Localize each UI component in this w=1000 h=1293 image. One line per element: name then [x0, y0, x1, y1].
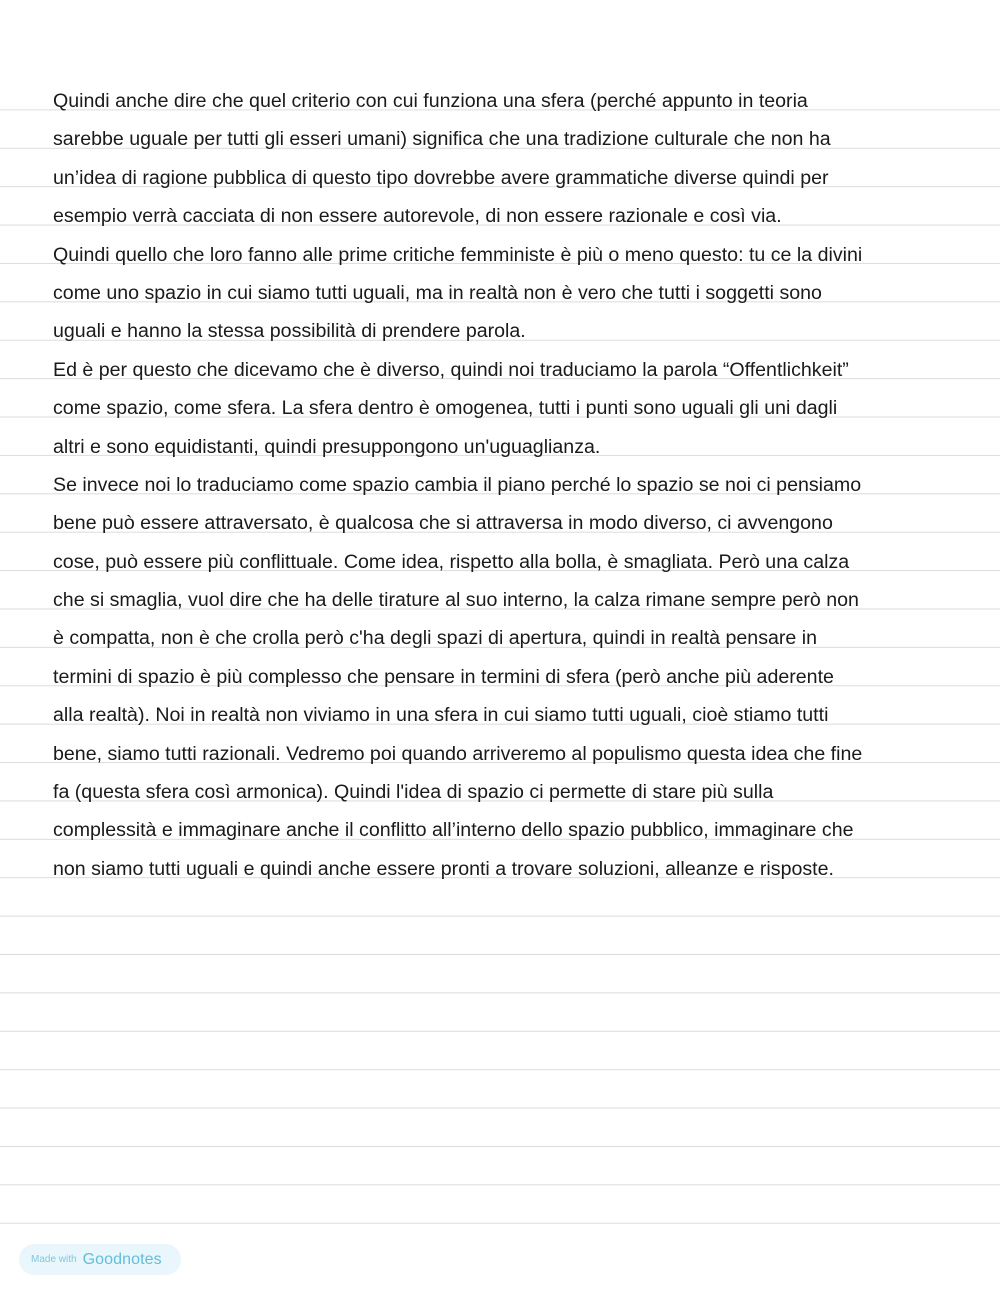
note-line: è compatta, non è che crolla però c'ha degli spazi di apertura, quindi in realtà pensare in [53, 627, 818, 650]
note-line: Ed è per questo che dicevamo che è diverso, quindi noi traduciamo la parola “Offentlichkeit” [53, 358, 849, 381]
note-line: Quindi anche dire che quel criterio con cui funziona una sfera (perché appunto in teoria [53, 90, 808, 112]
page-top-margin [0, 0, 1000, 72]
note-line: cose, può essere più conflittuale. Come idea, rispetto alla bolla, è smagliata. Però una calza [53, 550, 850, 573]
note-line: termini di spazio è più complesso che pensare in termini di sfera (però anche più aderente [53, 665, 834, 688]
note-line: alla realtà). Noi in realtà non viviamo in una sfera in cui siamo tutti uguali, cioè stiamo tutti [53, 704, 829, 727]
note-line: bene, siamo tutti razionali. Vedremo poi quando arriveremo al populismo questa idea che fine [53, 742, 863, 765]
note-line: fa (questa sfera così armonica). Quindi l'idea di spazio ci permette di stare più sulla [53, 781, 774, 804]
note-body [53, 82, 953, 888]
note-line: come spazio, come sfera. La sfera dentro è omogenea, tutti i punti sono uguali gli uni dagli [53, 397, 838, 420]
note-line: complessità e immaginare anche il conflitto all’interno dello spazio pubblico, immaginare che [53, 819, 854, 842]
note-line: altri e sono equidistanti, quindi presuppongono un'uguaglianza. [53, 435, 601, 458]
note-line: come uno spazio in cui siamo tutti uguali, ma in realtà non è vero che tutti i soggetti sono [53, 281, 822, 304]
note-line: uguali e hanno la stessa possibilità di prendere parola. [53, 320, 526, 343]
note-line: esempio verrà cacciata di non essere autorevole, di non essere razionale e così via. [53, 205, 782, 228]
note-line: un’idea di ragione pubblica di questo tipo dovrebbe avere grammatiche diverse quindi per [53, 166, 829, 189]
note-line: sarebbe uguale per tutti gli esseri umani) significa che una tradizione culturale che non ha [53, 128, 831, 151]
note-line: bene può essere attraversato, è qualcosa che si attraversa in modo diverso, ci avvengono [53, 512, 833, 535]
badge-prefix: Made with [31, 1254, 77, 1265]
made-with-goodnotes-badge [19, 1244, 181, 1275]
note-line: Se invece noi lo traduciamo come spazio cambia il piano perché lo spazio se noi ci pensiamo [53, 473, 862, 496]
goodnotes-logo-text: Goodnotes [82, 1250, 162, 1268]
note-line: che si smaglia, vuol dire che ha delle tirature al suo interno, la calza rimane sempre però non [53, 589, 859, 612]
note-line: non siamo tutti uguali e quindi anche essere pronti a trovare soluzioni, alleanze e risposte. [53, 857, 834, 880]
note-line: Quindi quello che loro fanno alle prime critiche femministe è più o meno questo: tu ce la divini [53, 243, 863, 266]
